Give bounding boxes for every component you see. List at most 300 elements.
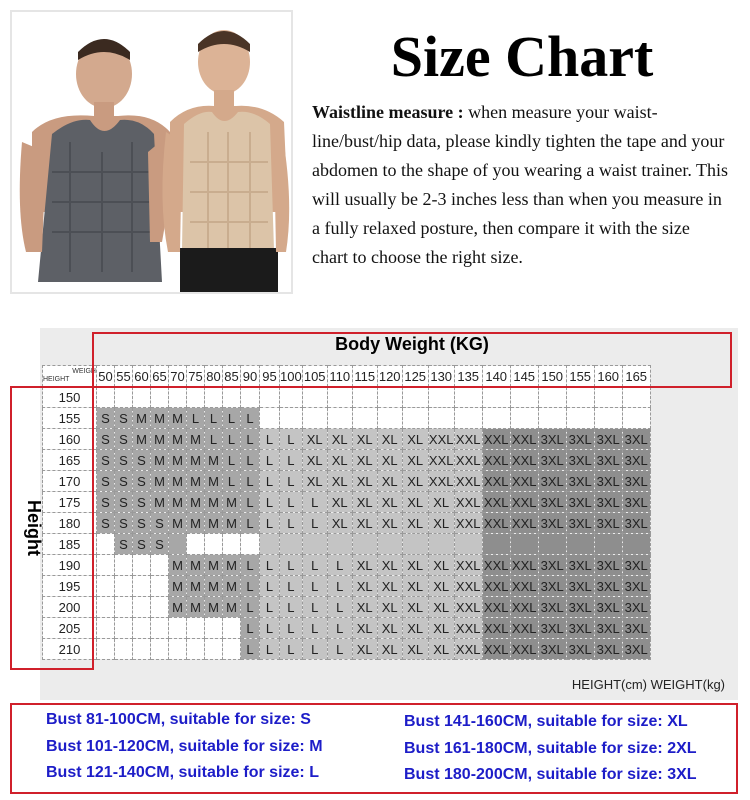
size-cell: XL [402, 492, 428, 513]
models-illustration [12, 12, 293, 294]
size-cell: XXL [510, 639, 538, 660]
size-cell: L [260, 513, 280, 534]
size-cell: S [133, 513, 151, 534]
size-cell: XL [302, 429, 327, 450]
size-cell: XL [402, 639, 428, 660]
size-cell: XL [377, 450, 402, 471]
size-cell: XL [352, 429, 377, 450]
weight-header-cell: 110 [327, 366, 352, 387]
size-cell [428, 387, 454, 408]
weight-axis-title: Body Weight (KG) [335, 334, 489, 354]
size-cell: XL [302, 450, 327, 471]
size-cell: XXL [510, 471, 538, 492]
weight-header-cell: 135 [454, 366, 482, 387]
size-cell [402, 534, 428, 555]
size-cell [169, 639, 187, 660]
height-label-cell: 160 [43, 429, 97, 450]
size-cell: XXL [454, 555, 482, 576]
size-cell [280, 387, 303, 408]
size-cell [352, 534, 377, 555]
size-cell: 3XL [566, 639, 594, 660]
size-cell: XXL [482, 576, 510, 597]
size-cell: XXL [482, 492, 510, 513]
size-cell: L [260, 429, 280, 450]
size-cell: M [169, 492, 187, 513]
size-cell: XL [377, 555, 402, 576]
size-cell: XL [377, 618, 402, 639]
size-cell: L [223, 450, 241, 471]
size-cell: L [302, 555, 327, 576]
size-cell: L [280, 639, 303, 660]
size-cell: XL [402, 450, 428, 471]
size-cell [510, 534, 538, 555]
size-cell: 3XL [538, 450, 566, 471]
size-cell: L [241, 450, 260, 471]
product-photo [10, 10, 293, 294]
size-cell: XXL [510, 618, 538, 639]
size-cell: XXL [428, 450, 454, 471]
corner-weight-label: WEIGH [72, 368, 96, 375]
size-cell: XL [377, 639, 402, 660]
size-cell: L [241, 471, 260, 492]
height-label-cell: 170 [43, 471, 97, 492]
size-cell: S [97, 408, 115, 429]
size-cell: XL [352, 576, 377, 597]
size-cell: 3XL [538, 597, 566, 618]
size-cell [151, 597, 169, 618]
size-cell: L [302, 492, 327, 513]
weight-header-cell: 90 [241, 366, 260, 387]
size-cell: L [260, 492, 280, 513]
size-cell [302, 534, 327, 555]
size-cell: M [187, 597, 205, 618]
legend-size-xl: Bust 141-160CM, suitable for size: XL [404, 713, 688, 730]
size-cell [280, 534, 303, 555]
size-cell: S [97, 450, 115, 471]
weight-header-cell: 145 [510, 366, 538, 387]
size-cell: M [151, 429, 169, 450]
size-cell: XL [402, 429, 428, 450]
height-label-cell: 210 [43, 639, 97, 660]
table-row [43, 408, 651, 429]
size-cell [97, 387, 115, 408]
size-cell: M [205, 597, 223, 618]
size-cell: S [115, 513, 133, 534]
size-cell [115, 555, 133, 576]
size-cell: 3XL [566, 492, 594, 513]
size-cell: L [241, 408, 260, 429]
weight-header-cell: 140 [482, 366, 510, 387]
weight-header-cell: 160 [594, 366, 622, 387]
size-cell [97, 597, 115, 618]
size-cell [538, 387, 566, 408]
size-cell: M [187, 576, 205, 597]
size-cell: XL [327, 513, 352, 534]
size-cell [169, 387, 187, 408]
size-cell [566, 534, 594, 555]
size-cell: S [115, 492, 133, 513]
size-cell [133, 555, 151, 576]
size-cell [115, 576, 133, 597]
size-cell: XXL [510, 576, 538, 597]
size-cell: M [223, 513, 241, 534]
size-cell: XL [428, 618, 454, 639]
instructions-lead: Waistline measure : [312, 102, 464, 122]
size-cell: XXL [454, 429, 482, 450]
size-cell: XL [428, 597, 454, 618]
size-cell: XL [377, 513, 402, 534]
size-cell: XXL [482, 471, 510, 492]
size-cell: 3XL [538, 513, 566, 534]
size-cell [510, 408, 538, 429]
size-cell [327, 534, 352, 555]
size-cell: S [115, 534, 133, 555]
size-cell: 3XL [622, 618, 650, 639]
table-row [43, 555, 651, 576]
size-cell [133, 639, 151, 660]
size-cell: S [97, 513, 115, 534]
size-cell: L [241, 429, 260, 450]
weight-header-cell: 100 [280, 366, 303, 387]
table-row [43, 639, 651, 660]
size-cell [260, 534, 280, 555]
table-row [43, 387, 651, 408]
table-row [43, 513, 651, 534]
size-cell: L [327, 618, 352, 639]
size-cell: 3XL [622, 576, 650, 597]
size-cell: 3XL [622, 429, 650, 450]
size-cell: 3XL [566, 471, 594, 492]
weight-header-cell: 50 [97, 366, 115, 387]
size-cell [377, 408, 402, 429]
model-nude-tank [162, 30, 289, 294]
weight-header-cell: 120 [377, 366, 402, 387]
size-cell: XXL [428, 429, 454, 450]
size-cell [223, 618, 241, 639]
size-cell: XL [327, 450, 352, 471]
size-cell [428, 534, 454, 555]
size-cell [302, 387, 327, 408]
size-cell [538, 408, 566, 429]
size-cell [352, 387, 377, 408]
weight-header-cell: 65 [151, 366, 169, 387]
size-cell: S [133, 534, 151, 555]
size-cell [594, 408, 622, 429]
size-cell [187, 639, 205, 660]
size-cell [223, 534, 241, 555]
size-cell [151, 618, 169, 639]
weight-header-cell: 55 [115, 366, 133, 387]
size-cell [223, 639, 241, 660]
size-cell: 3XL [594, 471, 622, 492]
size-cell: XXL [510, 597, 538, 618]
size-cell: XXL [482, 639, 510, 660]
size-cell: L [241, 618, 260, 639]
size-cell: XL [377, 597, 402, 618]
height-label-cell: 195 [43, 576, 97, 597]
size-cell: XXL [482, 429, 510, 450]
size-cell: L [205, 429, 223, 450]
size-cell [151, 555, 169, 576]
size-cell: L [327, 639, 352, 660]
size-cell: 3XL [566, 450, 594, 471]
size-cell: L [302, 618, 327, 639]
size-cell [151, 387, 169, 408]
size-cell: 3XL [538, 471, 566, 492]
size-cell: 3XL [566, 597, 594, 618]
height-label-cell: 155 [43, 408, 97, 429]
size-cell: 3XL [594, 450, 622, 471]
size-cell: 3XL [622, 639, 650, 660]
size-cell: L [260, 450, 280, 471]
size-cell [205, 618, 223, 639]
size-cell: 3XL [566, 555, 594, 576]
size-cell [205, 387, 223, 408]
size-cell [377, 387, 402, 408]
weight-header-cell: 85 [223, 366, 241, 387]
size-cell: S [97, 471, 115, 492]
size-cell: XXL [482, 597, 510, 618]
size-cell [133, 618, 151, 639]
height-label-cell: 200 [43, 597, 97, 618]
size-cell: M [223, 576, 241, 597]
size-cell: S [97, 492, 115, 513]
size-cell: XXL [510, 429, 538, 450]
size-cell: XL [327, 492, 352, 513]
size-cell: 3XL [622, 450, 650, 471]
legend-size-l: Bust 121-140CM, suitable for size: L [46, 764, 319, 781]
size-cell [260, 387, 280, 408]
size-cell: XXL [454, 513, 482, 534]
size-cell: L [280, 597, 303, 618]
size-cell: L [187, 408, 205, 429]
size-cell: M [151, 471, 169, 492]
size-cell: L [302, 576, 327, 597]
size-cell: L [241, 492, 260, 513]
size-cell [302, 408, 327, 429]
size-cell: XXL [454, 597, 482, 618]
size-cell [97, 534, 115, 555]
size-cell: M [205, 513, 223, 534]
size-cell: 3XL [622, 471, 650, 492]
table-row [43, 450, 651, 471]
weight-header-cell: 165 [622, 366, 650, 387]
weight-header-cell: 75 [187, 366, 205, 387]
size-cell [133, 576, 151, 597]
size-cell: 3XL [622, 492, 650, 513]
size-cell: L [260, 555, 280, 576]
size-cell: XL [352, 450, 377, 471]
size-cell: 3XL [566, 618, 594, 639]
size-cell: M [151, 408, 169, 429]
size-cell: XL [428, 513, 454, 534]
size-cell: L [302, 639, 327, 660]
model-grey-tank [20, 39, 176, 282]
size-cell: S [151, 534, 169, 555]
size-cell: L [280, 492, 303, 513]
size-cell: L [280, 450, 303, 471]
size-cell: L [241, 597, 260, 618]
size-cell [223, 387, 241, 408]
size-cell: XL [428, 576, 454, 597]
size-cell: L [205, 408, 223, 429]
size-cell [454, 534, 482, 555]
weight-header-cell: 70 [169, 366, 187, 387]
table-row [43, 429, 651, 450]
weight-header-cell: 80 [205, 366, 223, 387]
size-cell [187, 387, 205, 408]
legend-size-3xl: Bust 180-200CM, suitable for size: 3XL [404, 766, 697, 783]
size-cell: XXL [454, 450, 482, 471]
size-cell: XL [327, 471, 352, 492]
size-cell: M [205, 555, 223, 576]
size-cell: XXL [454, 492, 482, 513]
size-cell: XXL [510, 492, 538, 513]
height-label-cell: 205 [43, 618, 97, 639]
size-cell: M [187, 513, 205, 534]
size-cell [169, 534, 187, 555]
size-cell [205, 639, 223, 660]
size-cell: XL [377, 492, 402, 513]
table-row [43, 618, 651, 639]
size-cell: XL [402, 555, 428, 576]
size-cell [377, 534, 402, 555]
size-cell: 3XL [622, 513, 650, 534]
size-cell: XXL [482, 513, 510, 534]
size-cell: L [260, 618, 280, 639]
size-cell [241, 534, 260, 555]
size-cell: 3XL [594, 597, 622, 618]
size-cell [538, 534, 566, 555]
size-cell: M [169, 408, 187, 429]
size-cell: M [205, 576, 223, 597]
size-cell: M [133, 429, 151, 450]
size-cell [510, 387, 538, 408]
chart-corner-label [43, 366, 97, 387]
size-cell: M [205, 471, 223, 492]
size-cell: XXL [482, 555, 510, 576]
size-cell: XL [377, 576, 402, 597]
table-row [43, 534, 651, 555]
size-cell: M [169, 450, 187, 471]
size-cell: L [280, 576, 303, 597]
size-cell [594, 387, 622, 408]
size-cell [352, 408, 377, 429]
size-cell: L [260, 639, 280, 660]
size-cell: L [280, 618, 303, 639]
units-note: HEIGHT(cm) WEIGHT(kg) [571, 677, 725, 692]
size-cell: 3XL [594, 429, 622, 450]
legend-size-2xl: Bust 161-180CM, suitable for size: 2XL [404, 740, 697, 757]
size-cell [327, 387, 352, 408]
size-cell: L [280, 555, 303, 576]
size-cell: XL [302, 471, 327, 492]
size-cell: 3XL [538, 618, 566, 639]
size-cell [97, 618, 115, 639]
size-cell: L [241, 639, 260, 660]
height-label-cell: 175 [43, 492, 97, 513]
size-cell: XXL [428, 471, 454, 492]
weight-header-cell: 115 [352, 366, 377, 387]
size-cell: M [169, 576, 187, 597]
size-cell [566, 387, 594, 408]
height-label-cell: 165 [43, 450, 97, 471]
weight-header-cell: 150 [538, 366, 566, 387]
size-cell: L [327, 597, 352, 618]
size-cell: M [187, 471, 205, 492]
size-cell: L [327, 576, 352, 597]
size-cell [622, 408, 650, 429]
size-cell: M [151, 492, 169, 513]
size-cell: XL [352, 555, 377, 576]
size-cell: XL [377, 429, 402, 450]
size-cell: 3XL [566, 513, 594, 534]
size-cell: S [133, 492, 151, 513]
size-cell: XL [402, 618, 428, 639]
size-cell [327, 408, 352, 429]
table-row [43, 471, 651, 492]
size-cell: L [223, 408, 241, 429]
size-cell: L [260, 597, 280, 618]
size-cell [97, 555, 115, 576]
size-cell: 3XL [566, 429, 594, 450]
size-cell: M [223, 492, 241, 513]
size-cell: S [97, 429, 115, 450]
size-cell: L [280, 429, 303, 450]
size-cell [151, 576, 169, 597]
size-cell: L [280, 513, 303, 534]
size-cell: M [187, 450, 205, 471]
size-cell: XXL [454, 639, 482, 660]
measure-instructions [312, 98, 730, 272]
size-cell: XXL [454, 618, 482, 639]
size-cell [187, 534, 205, 555]
weight-header-cell: 60 [133, 366, 151, 387]
size-cell: XXL [454, 471, 482, 492]
size-cell: M [133, 408, 151, 429]
size-cell: M [169, 555, 187, 576]
size-cell [241, 387, 260, 408]
bust-size-legend [10, 703, 738, 794]
size-cell: S [133, 471, 151, 492]
size-cell: XL [402, 471, 428, 492]
height-axis-title: Height [24, 500, 44, 556]
size-cell [280, 408, 303, 429]
size-cell [187, 618, 205, 639]
size-cell [622, 534, 650, 555]
size-cell: XL [402, 576, 428, 597]
size-cell [402, 408, 428, 429]
size-chart-grid [42, 365, 651, 660]
size-cell: M [223, 597, 241, 618]
size-cell: L [260, 471, 280, 492]
size-cell: M [187, 555, 205, 576]
size-cell: M [223, 555, 241, 576]
size-cell: S [151, 513, 169, 534]
size-cell: 3XL [538, 555, 566, 576]
size-cell: 3XL [594, 639, 622, 660]
size-cell [151, 639, 169, 660]
size-cell: XL [352, 618, 377, 639]
weight-header-cell: 95 [260, 366, 280, 387]
size-cell: L [302, 597, 327, 618]
size-cell: XL [352, 639, 377, 660]
size-cell: L [241, 555, 260, 576]
size-cell: S [115, 471, 133, 492]
table-row [43, 597, 651, 618]
size-cell: XXL [510, 513, 538, 534]
size-cell: M [169, 513, 187, 534]
